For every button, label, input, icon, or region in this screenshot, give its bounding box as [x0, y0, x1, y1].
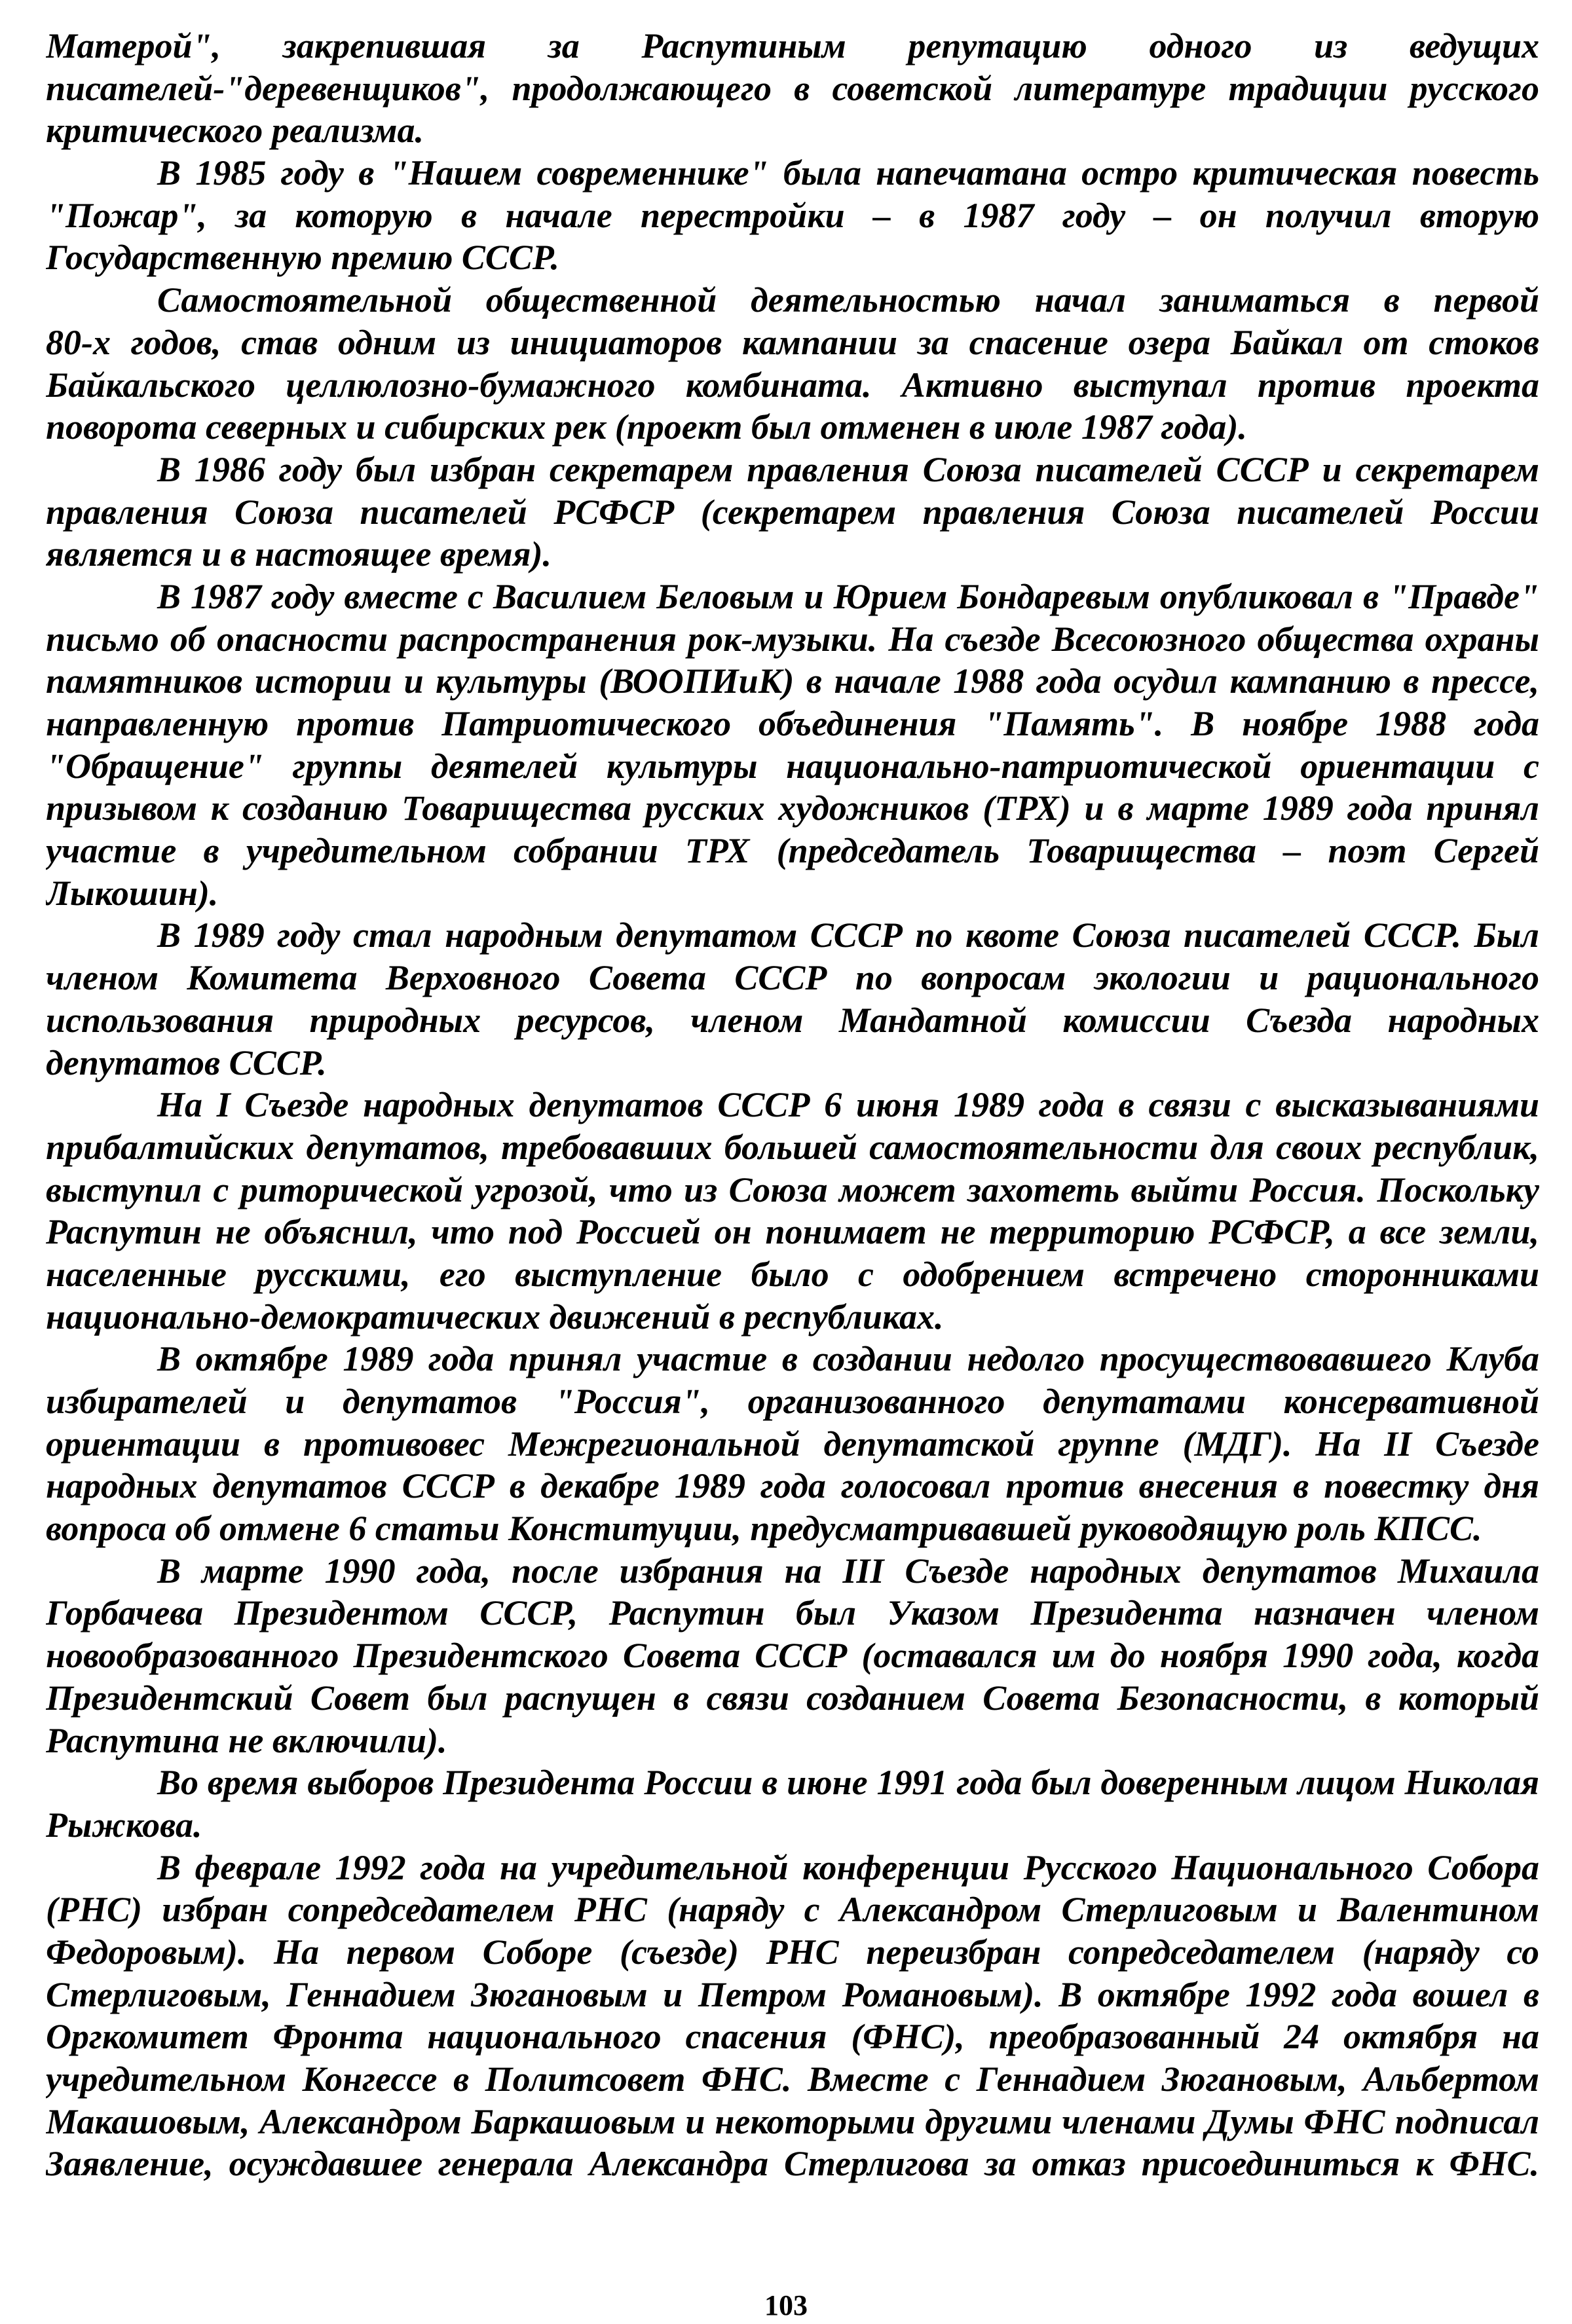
text-line: населенные русскими, его выступление было с одобрением встречено сторонниками: [46, 1254, 1539, 1294]
text-line: народных депутатов СССР в декабре 1989 года голосовал против внесения в повестку дня: [46, 1466, 1539, 1506]
text-line: депутатов СССР.: [46, 1042, 327, 1082]
text-line: Самостоятельной общественной деятельностью начал заниматься в первой: [157, 280, 1539, 320]
text-line: В феврале 1992 года на учредительной конференции Русского Национального Собора: [157, 1847, 1539, 1887]
text-line: Федоровым). На первом Соборе (съезде) РНС переизбран сопредседателем (наряду со: [46, 1932, 1539, 1972]
paragraph: [46, 449, 1539, 576]
text-line: памятников истории и культуры (ВООПИиК) в начале 1988 года осудил кампанию в прессе,: [46, 661, 1539, 701]
text-line: прибалтийских депутатов, требовавших большей самостоятельности для своих республик,: [46, 1127, 1539, 1167]
paragraph: [46, 1847, 1539, 2186]
paragraph: [46, 152, 1539, 279]
paragraph: [46, 576, 1539, 915]
text-line: Во время выборов Президента России в июне 1991 года был доверенным лицом Николая: [157, 1763, 1539, 1803]
text-line: Лыкошин).: [46, 873, 219, 913]
paragraph: [46, 1761, 1539, 1846]
text-line: В 1986 году был избран секретарем правления Союза писателей СССР и секретарем: [157, 449, 1539, 489]
text-line: Оргкомитет Фронта национального спасения (ФНС), преобразованный 24 октября на: [46, 2017, 1539, 2057]
text-line: Макашовым, Александром Баркашовым и некоторыми другими членами Думы ФНС подписал: [46, 2101, 1539, 2141]
text-line: Матерой", закрепившая за Распутиным репутацию одного из ведущих: [46, 26, 1539, 65]
paragraph: [46, 1084, 1539, 1338]
paragraph: [46, 1338, 1539, 1549]
text-line: В 1987 году вместе с Василием Беловым и Юрием Бондаревым опубликовал в "Правде": [157, 576, 1539, 616]
text-line: (РНС) избран сопредседателем РНС (наряду с Александром Стерлиговым и Валентином: [46, 1890, 1539, 1930]
text-line: В марте 1990 года, после избрания на III Съезде народных депутатов Михаила: [157, 1551, 1539, 1591]
text-line: Горбачева Президентом СССР, Распутин был Указом Президента назначен членом: [46, 1593, 1539, 1633]
text-line: Стерлиговым, Геннадием Зюгановым и Петром Романовым). В октябре 1992 года вошел в: [46, 1974, 1539, 2014]
text-line: правления Союза писателей РСФСР (секретарем правления Союза писателей России: [46, 492, 1539, 532]
text-line: Распутин не объяснил, что под Россией он понимает не территорию РСФСР, а все земли,: [46, 1212, 1539, 1252]
text-line: критического реализма.: [46, 111, 424, 151]
text-line: является и в настоящее время).: [46, 534, 552, 574]
text-line: В октябре 1989 года принял участие в создании недолго просуществовавшего Клуба: [157, 1339, 1539, 1379]
text-line: Распутина не включили).: [46, 1720, 447, 1760]
paragraph: [46, 1550, 1539, 1761]
text-line: членом Комитета Верховного Совета СССР по вопросам экологии и рационального: [46, 958, 1539, 998]
text-line: поворота северных и сибирских рек (проект был отменен в июле 1987 года).: [46, 407, 1247, 447]
text-line: направленную против Патриотического объединения "Память". В ноябре 1988 года: [46, 704, 1539, 743]
text-line: "Пожар", за которую в начале перестройки – в 1987 году – он получил вторую: [46, 195, 1539, 235]
text-line: Президентский Совет был распущен в связи созданием Совета Безопасности, в который: [46, 1678, 1539, 1718]
text-line: Государственную премию СССР.: [46, 238, 560, 278]
text-line: выступил с риторической угрозой, что из Союза может захотеть выйти Россия. Поскольку: [46, 1170, 1539, 1209]
text-line: В 1985 году в "Нашем современнике" была напечатана остро критическая повесть: [157, 153, 1539, 193]
paragraph: [46, 25, 1539, 152]
paragraph: [46, 914, 1539, 1084]
text-line: учредительном Конгессе в Политсовет ФНС. Вместе с Геннадием Зюгановым, Альбертом: [46, 2059, 1539, 2099]
page-number: 103: [764, 2289, 808, 2321]
text-line: новообразованного Президентского Совета СССР (оставался им до ноября 1990 года, когда: [46, 1636, 1539, 1676]
text-line: ориентации в противовес Межрегиональной депутатской группе (МДГ). На II Съезде: [46, 1424, 1539, 1464]
text-line: использования природных ресурсов, членом Мандатной комиссии Съезда народных: [46, 1000, 1539, 1040]
text-line: Заявление, осуждавшее генерала Александра Стерлигова за отказ присоединиться к ФНС.: [46, 2144, 1539, 2184]
text-line: Байкальского целлюлозно-бумажного комбината. Активно выступал против проекта: [46, 365, 1539, 405]
paragraph: [46, 279, 1539, 449]
document-body: [46, 25, 1539, 2185]
text-line: писателей-"деревенщиков", продолжающего в советской литературе традиции русского: [46, 68, 1539, 108]
text-line: призывом к созданию Товарищества русских художников (ТРХ) и в марте 1989 года принял: [46, 788, 1539, 828]
text-line: участие в учредительном собрании ТРХ (председатель Товарищества – поэт Сергей: [46, 831, 1539, 871]
text-line: избирателей и депутатов "Россия", организованного депутатами консервативной: [46, 1382, 1539, 1421]
text-line: письмо об опасности распространения рок-музыки. На съезде Всесоюзного общества охраны: [46, 619, 1539, 659]
text-line: вопроса об отмене 6 статьи Конституции, предусматривавшей руководящую роль КПСС.: [46, 1509, 1482, 1549]
text-line: 80-х годов, став одним из инициаторов кампании за спасение озера Байкал от стоков: [46, 322, 1539, 362]
text-line: В 1989 году стал народным депутатом СССР по квоте Союза писателей СССР. Был: [157, 915, 1539, 955]
text-line: "Обращение" группы деятелей культуры национально-патриотической ориентации с: [46, 746, 1539, 786]
text-line: Рыжкова.: [46, 1805, 202, 1845]
text-line: национально-демократических движений в республиках.: [46, 1297, 944, 1337]
text-line: На I Съезде народных депутатов СССР 6 июня 1989 года в связи с высказываниями: [157, 1085, 1539, 1125]
